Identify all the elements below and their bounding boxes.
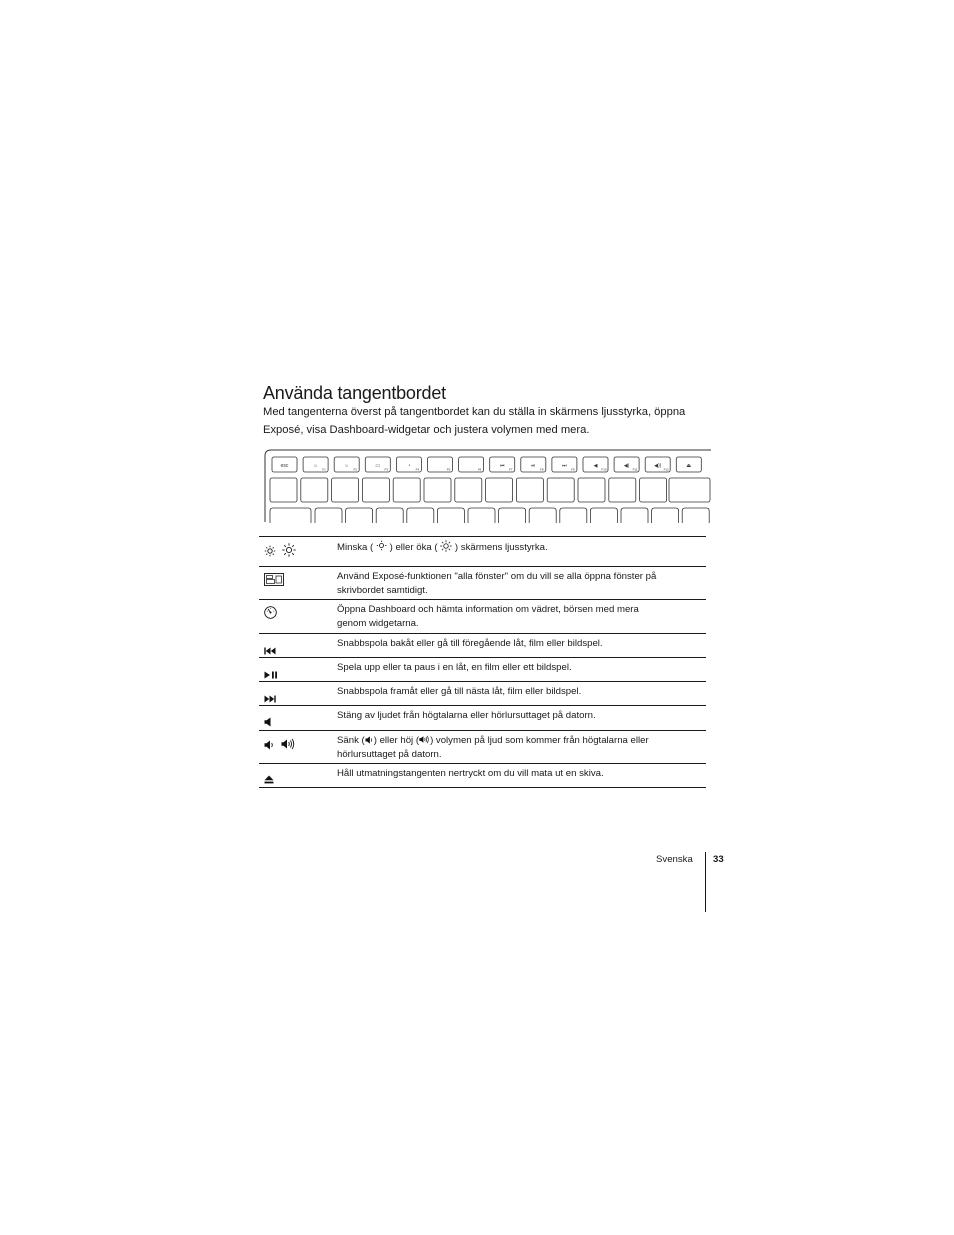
key <box>301 478 328 502</box>
row-description: Sänk ( ) eller höj ( ) volymen på ljud som kommer från högtalarna eller hörlursuttaget på datorn. <box>337 735 649 760</box>
key-label: F12 <box>663 467 669 472</box>
key <box>499 508 526 523</box>
row-description: Håll utmatningstangenten nertryckt om du vill mata ut en skiva. <box>337 768 604 779</box>
key <box>578 478 605 502</box>
key-label: F8 <box>540 467 544 472</box>
function-key-table <box>259 536 706 788</box>
page-number: 33 <box>713 854 724 865</box>
key-label: F7 <box>508 467 513 472</box>
key-label: F3 <box>384 467 389 472</box>
key-label: F11 <box>632 467 638 472</box>
key <box>590 508 617 523</box>
key-label: F2 <box>353 467 357 472</box>
keyboard-illustration <box>262 448 714 523</box>
key <box>516 478 543 502</box>
brightness-up-icon <box>440 542 452 553</box>
tab-key <box>270 508 311 523</box>
key <box>547 478 574 502</box>
svg-text:◔: ◔ <box>407 463 411 469</box>
table-row <box>259 567 706 600</box>
f5-key <box>428 457 453 472</box>
key <box>332 478 359 502</box>
key <box>468 508 495 523</box>
key <box>362 478 389 502</box>
f2-key <box>334 457 359 472</box>
key <box>529 508 556 523</box>
key-label: F5 <box>446 467 451 472</box>
brightness-up-icon <box>282 543 296 562</box>
volume-down-icon <box>264 737 275 755</box>
volume-down-icon <box>365 735 374 746</box>
key-label: F4 <box>415 467 420 472</box>
row-description: Öppna Dashboard och hämta information om vädret, börsen med mera genom widgetarna. <box>337 604 639 629</box>
key <box>560 508 587 523</box>
delete-key <box>669 478 710 502</box>
key <box>424 478 451 502</box>
row-description: Snabbspola framåt eller gå till nästa låt, film eller bildspel. <box>337 686 582 697</box>
svg-text:☼: ☼ <box>344 463 349 469</box>
f3-key <box>365 457 390 472</box>
mute-icon <box>264 714 272 732</box>
svg-text:▭: ▭ <box>375 463 381 469</box>
f8-key <box>521 457 546 472</box>
key <box>393 478 420 502</box>
footer-language: Svenska <box>656 854 693 865</box>
table-row <box>259 682 706 706</box>
esc-key <box>272 457 297 472</box>
svg-text:esc: esc <box>280 463 289 469</box>
row-description: Använd Exposé-funktionen "alla fönster" om du vill se alla öppna fönster på skrivbordet samtidigt. <box>337 571 657 596</box>
eject-key <box>676 457 701 472</box>
volume-up-icon <box>419 735 430 746</box>
svg-text:⏏: ⏏ <box>686 463 692 469</box>
table-row <box>259 731 706 764</box>
dashboard-icon <box>264 606 277 624</box>
brightness-down-icon <box>376 542 387 553</box>
table-row <box>259 634 706 658</box>
row-description: Minska ( ) eller öka ( ) skärmens ljusstyrka. <box>337 542 548 553</box>
key-label: F1 <box>322 467 326 472</box>
f6-key <box>459 457 484 472</box>
svg-text:◀)): ◀)) <box>654 463 662 469</box>
svg-text:⏭: ⏭ <box>562 463 567 469</box>
key-label: F10 <box>601 467 607 472</box>
brightness-down-icon <box>264 544 276 562</box>
f9-key <box>552 457 577 472</box>
key <box>346 508 373 523</box>
key <box>609 478 636 502</box>
f4-key <box>396 457 421 472</box>
key <box>640 478 667 502</box>
eject-icon <box>264 771 274 789</box>
row-description: Stäng av ljudet från högtalarna eller hörlursuttaget på datorn. <box>337 710 596 721</box>
f12-key <box>645 457 670 472</box>
table-row <box>259 658 706 682</box>
key <box>652 508 679 523</box>
key <box>315 508 342 523</box>
row-description: Spela upp eller ta paus i en låt, en film eller ett bildspel. <box>337 662 572 673</box>
key <box>376 508 403 523</box>
key-label: F6 <box>477 467 482 472</box>
expose-icon <box>264 573 284 591</box>
key <box>455 478 482 502</box>
table-row <box>259 537 706 567</box>
volume-up-icon <box>281 737 296 755</box>
section-intro: Med tangenterna överst på tangentbordet kan du ställa in skärmens ljusstyrka, öppna Exposé, visa Dashboard-widgetar och justera volymen med mera. <box>263 406 686 436</box>
f10-key <box>583 457 608 472</box>
footer-divider <box>705 852 706 912</box>
f7-key <box>490 457 515 472</box>
f11-key <box>614 457 639 472</box>
key <box>437 508 464 523</box>
svg-text:◀: ◀ <box>593 463 598 469</box>
table-row <box>259 764 706 788</box>
svg-text:⏯: ⏯ <box>531 463 536 469</box>
key <box>407 508 434 523</box>
svg-text:◀): ◀) <box>623 463 630 469</box>
key <box>486 478 513 502</box>
key-label: F9 <box>571 467 575 472</box>
section-title: Använda tangentbordet <box>263 383 446 403</box>
key <box>621 508 648 523</box>
f1-key <box>303 457 328 472</box>
svg-text:☼: ☼ <box>313 463 318 469</box>
row-description: Snabbspola bakåt eller gå till föregående låt, film eller bildspel. <box>337 638 603 649</box>
svg-text:⏮: ⏮ <box>499 463 505 469</box>
key <box>682 508 709 523</box>
key <box>270 478 297 502</box>
table-row <box>259 600 706 634</box>
table-row <box>259 706 706 731</box>
